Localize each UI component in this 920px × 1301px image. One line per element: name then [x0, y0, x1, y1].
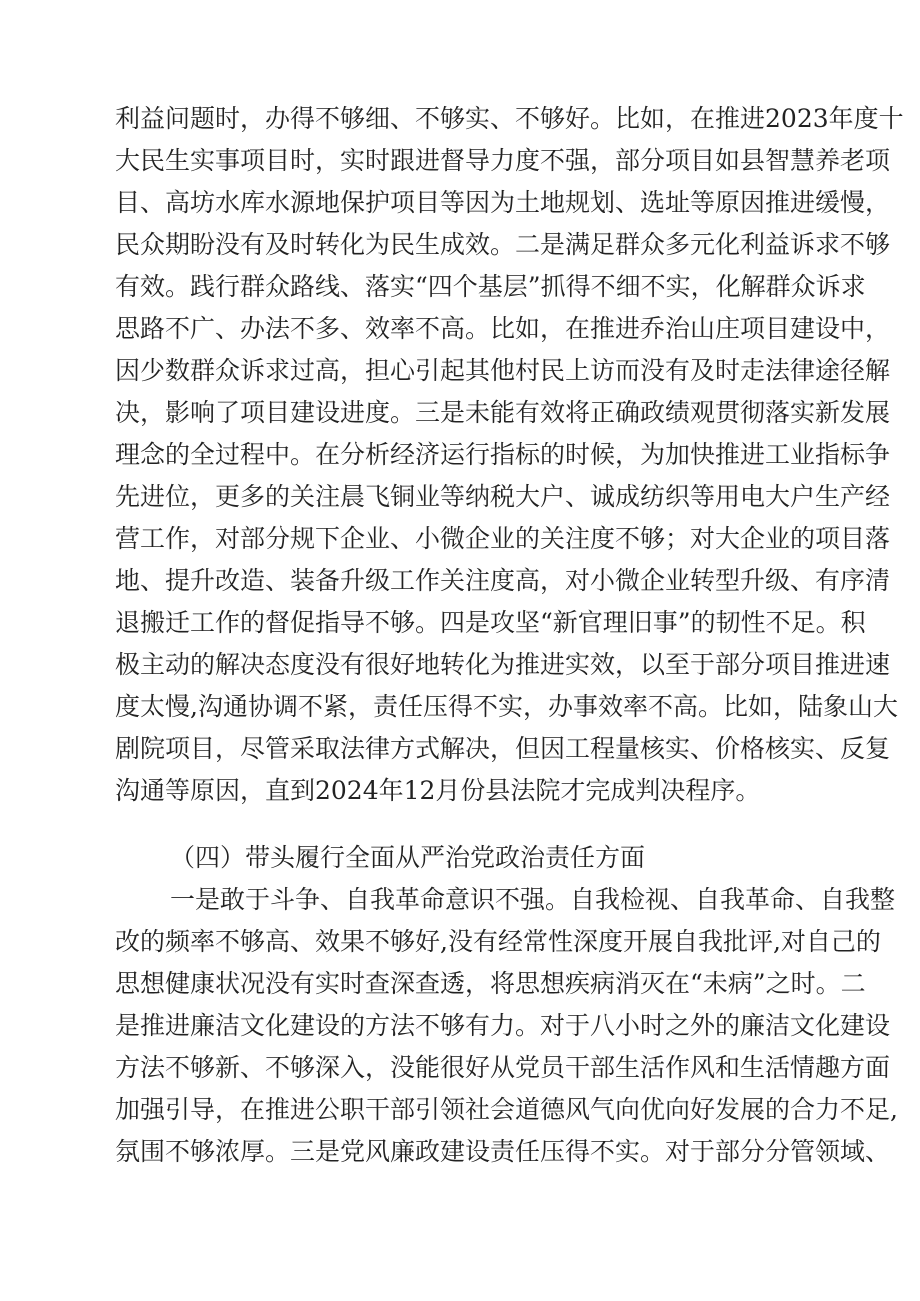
paragraph-line: 极主动的解决态度没有很好地转化为推进实效，以至于部分项目推进速 — [115, 650, 891, 679]
paragraph-line: 是推进廉洁文化建设的方法不够有力。对于八小时之外的廉洁文化建设 — [115, 1011, 891, 1040]
paragraph-line: 营工作，对部分规下企业、小微企业的关注度不够；对大企业的项目落 — [115, 524, 891, 553]
paragraph-line: 先进位，更多的关注晨飞铜业等纳税大户、诚成纺织等用电大户生产经 — [115, 482, 891, 511]
paragraph-line: 方法不够新、不够深入，没能很好从党员干部生活作风和生活情趣方面 — [115, 1053, 891, 1082]
paragraph-line: 理念的全过程中。在分析经济运行指标的时候，为加快推进工业指标争 — [115, 440, 891, 469]
paragraph-line: 剧院项目，尽管采取法律方式解决，但因工程量核实、价格核实、反复 — [115, 734, 891, 763]
section-heading: （四）带头履行全面从严治党政治责任方面 — [170, 843, 646, 872]
paragraph-line: 大民生实事项目时，实时跟进督导力度不强，部分项目如县智慧养老项 — [115, 146, 891, 175]
paragraph-line: 利益问题时，办得不够细、不够实、不够好。比如，在推进2023年度十 — [115, 104, 904, 133]
paragraph-line: 目、高坊水库水源地保护项目等因为土地规划、选址等原因推进缓慢， — [115, 188, 891, 217]
paragraph-line: 加强引导，在推进公职干部引领社会道德风气向优向好发展的合力不足, — [115, 1095, 898, 1124]
paragraph-line: 决，影响了项目建设进度。三是未能有效将正确政绩观贯彻落实新发展 — [115, 398, 891, 427]
paragraph-line: 思路不广、办法不多、效率不高。比如，在推进乔治山庄项目建设中， — [115, 314, 891, 343]
paragraph-line: 沟通等原因，直到2024年12月份县法院才完成判决程序。 — [115, 776, 761, 805]
paragraph-line: 有效。践行群众路线、落实“四个基层”抓得不细不实，化解群众诉求 — [115, 272, 866, 301]
paragraph-line: 退搬迁工作的督促指导不够。四是攻坚“新官理旧事”的韧性不足。积 — [115, 608, 866, 637]
paragraph-line: 地、提升改造、装备升级工作关注度高，对小微企业转型升级、有序清 — [115, 566, 891, 595]
paragraph-line: 思想健康状况没有实时查深查透，将思想疾病消灭在“未病”之时。二 — [115, 969, 866, 998]
paragraph-line: 改的频率不够高、效果不够好,没有经常性深度开展自我批评,对自己的 — [115, 927, 881, 956]
paragraph-line: 一是敢于斗争、自我革命意识不强。自我检视、自我革命、自我整 — [170, 885, 896, 914]
paragraph-line: 度太慢,沟通协调不紧，责任压得不实，办事效率不高。比如，陆象山大 — [115, 692, 898, 721]
paragraph-line: 因少数群众诉求过高，担心引起其他村民上访而没有及时走法律途径解 — [115, 356, 891, 385]
paragraph-line: 民众期盼没有及时转化为民生成效。二是满足群众多元化利益诉求不够 — [115, 230, 891, 259]
paragraph-line: 氛围不够浓厚。三是党风廉政建设责任压得不实。对于部分分管领域、 — [115, 1137, 891, 1166]
